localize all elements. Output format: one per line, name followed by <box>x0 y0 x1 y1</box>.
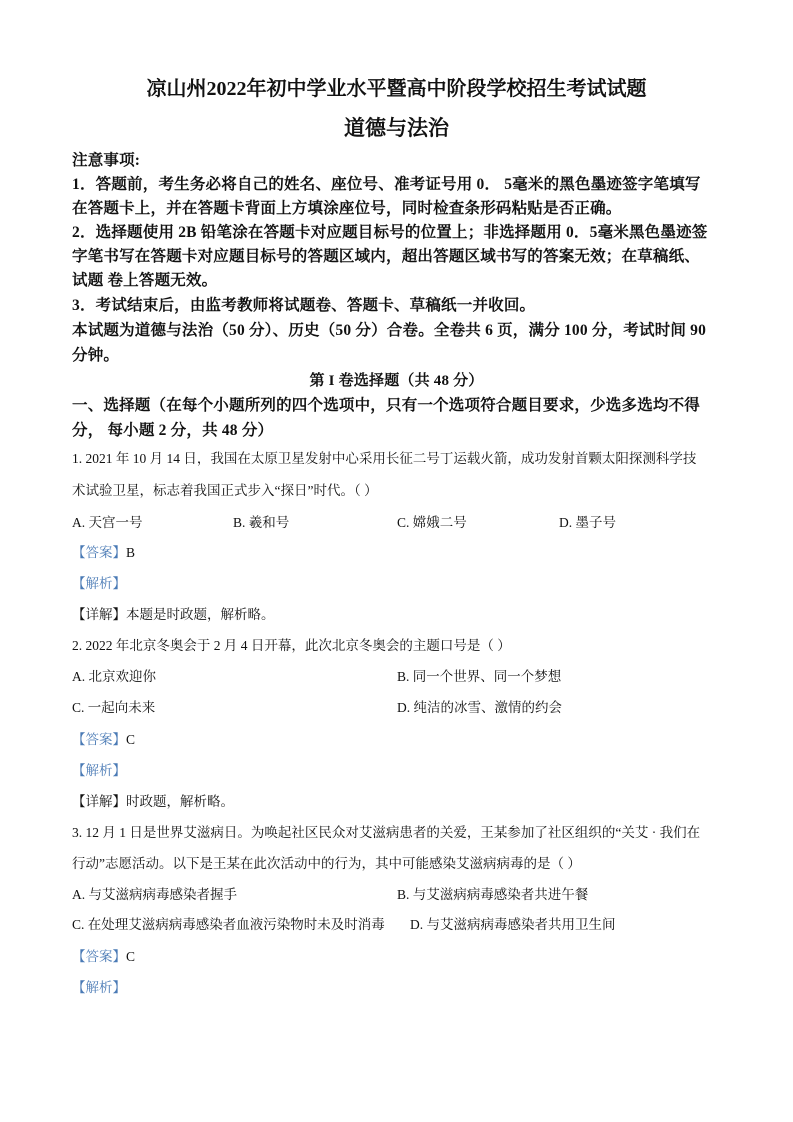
question-2-detail <box>72 790 234 810</box>
notice-line: 1．答题前，考生务必将自己的姓名、座位号、准考证号用 0． 5毫米的黑色墨迹签字笔填写 <box>72 176 701 193</box>
question-3-option-c: C. 在处理艾滋病病毒感染者血液污染物时未及时消毒 <box>72 917 385 932</box>
question-3-stem: 行动”志愿活动。以下是王某在此次活动中的行为，其中可能感染艾滋病病毒的是（ ） <box>72 856 581 871</box>
notice-line: 分钟。 <box>72 347 120 364</box>
question-1-stem: 术试验卫星，标志着我国正式步入“探日”时代。（ ） <box>72 483 378 498</box>
detail-text: 时政题，解析略。 <box>126 794 234 809</box>
question-2-stem: 2. 2022 年北京冬奥会于 2 月 4 日开幕，此次北京冬奥会的主题口号是（ ） <box>72 638 511 653</box>
question-2-option-b: B. 同一个世界、同一个梦想 <box>397 669 562 684</box>
answer-value: B <box>126 545 136 560</box>
question-1-option-b: B. 羲和号 <box>233 515 290 530</box>
notice-line: 本试题为道德与法治（50 分）、历史（50 分）合卷。全卷共 6 页，满分 100 分，考试时间 90 <box>72 322 707 339</box>
section-instruction: 分， 每小题 2 分，共 48 分） <box>72 422 274 439</box>
question-3-option-a: A. 与艾滋病病毒感染者握手 <box>72 887 237 902</box>
detail-label: 【详解】 <box>72 794 126 809</box>
question-1-answer <box>72 541 135 561</box>
notice-line: 试题 卷上答题无效。 <box>72 272 218 289</box>
notice-line: 3．考试结束后，由监考教师将试题卷、答题卡、草稿纸一并收回。 <box>72 297 536 314</box>
question-2-option-a: A. 北京欢迎你 <box>72 669 156 684</box>
question-2-option-d: D. 纯洁的冰雪、激情的约会 <box>397 700 562 715</box>
question-3-option-d: D. 与艾滋病病毒感染者共用卫生间 <box>410 917 616 932</box>
question-3-stem: 3. 12 月 1 日是世界艾滋病日。为唤起社区民众对艾滋病患者的关爱，王某参加了社区组织的“关艾 · 我们在 <box>72 825 701 840</box>
question-1-detail <box>72 603 275 623</box>
question-1-option-a: A. 天宫一号 <box>72 515 143 530</box>
question-2-option-c: C. 一起向未来 <box>72 700 156 715</box>
exam-title: 凉山州2022年初中学业水平暨高中阶段学校招生考试试题 <box>146 78 647 100</box>
question-1-stem: 1. 2021 年 10 月 14 日，我国在太原卫星发射中心采用长征二号丁运载火箭，成功发射首颗太阳探测科学技 <box>72 451 697 466</box>
detail-label: 【详解】 <box>72 607 126 622</box>
question-1-option-d: D. 墨子号 <box>559 515 616 530</box>
subject-title: 道德与法治 <box>344 116 449 140</box>
question-2-analysis-label: 【解析】 <box>72 763 126 778</box>
question-1-analysis-label: 【解析】 <box>72 576 126 591</box>
answer-label: 【答案】 <box>72 949 126 964</box>
section-title: 第 I 卷选择题（共 48 分） <box>309 373 484 389</box>
detail-text: 本题是时政题，解析略。 <box>126 607 275 622</box>
question-1-option-c: C. 嫦娥二号 <box>397 515 467 530</box>
notice-line: 字笔书写在答题卡对应题目标号的答题区域内，超出答题区域书写的答案无效；在草稿纸、 <box>72 248 701 265</box>
answer-value: C <box>126 732 136 747</box>
answer-label: 【答案】 <box>72 545 126 560</box>
question-3-option-b: B. 与艾滋病病毒感染者共进午餐 <box>397 887 589 902</box>
notice-line: 2．选择题使用 2B 铅笔涂在答题卡对应题目标号的位置上；非选择题用 0．5毫米黑色墨迹签 <box>72 224 708 241</box>
question-2-answer <box>72 728 135 748</box>
answer-value: C <box>126 949 136 964</box>
notice-heading: 注意事项: <box>72 152 141 169</box>
question-3-answer <box>72 945 135 965</box>
answer-label: 【答案】 <box>72 732 126 747</box>
notice-line: 在答题卡上，并在答题卡背面上方填涂座位号，同时检查条形码粘贴是否正确。 <box>72 200 622 217</box>
question-3-analysis-label: 【解析】 <box>72 980 126 995</box>
section-instruction: 一、选择题（在每个小题所列的四个选项中，只有一个选项符合题目要求，少选多选均不得 <box>72 397 701 414</box>
